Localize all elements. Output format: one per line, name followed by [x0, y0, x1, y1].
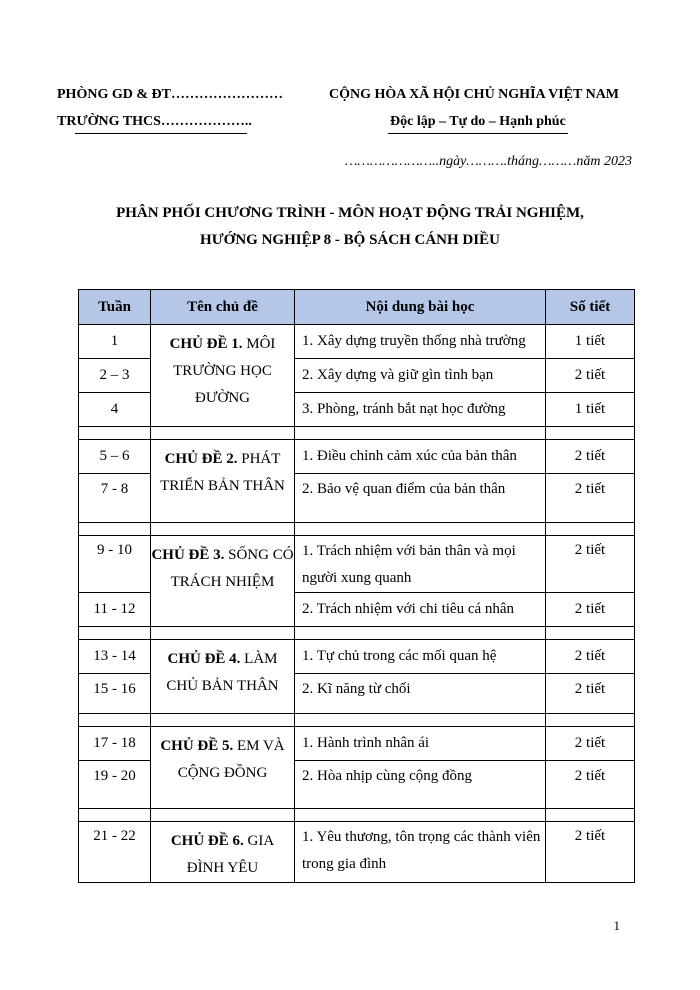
page-number: 1 — [613, 918, 620, 933]
week-cell: 4 — [79, 393, 151, 427]
header-left-line2: TRƯỜNG THCS……………….. — [57, 114, 252, 129]
periods-cell: 2 tiết — [546, 359, 635, 393]
week-cell: 15 - 16 — [79, 674, 151, 714]
periods-cell: 2 tiết — [546, 440, 635, 474]
table-spacer-row — [79, 714, 635, 727]
lesson-cell: 2. Kĩ năng từ chối — [295, 674, 546, 714]
lesson-cell: 1. Hành trình nhân ái — [295, 727, 546, 761]
topic-cell — [151, 440, 295, 523]
periods-cell: 2 tiết — [546, 822, 635, 883]
header-right-line1: CỘNG HÒA XÃ HỘI CHỦ NGHĨA VIỆT NAM — [329, 87, 620, 102]
lesson-cell: 1. Tự chủ trong các mối quan hệ — [295, 640, 546, 674]
week-cell: 9 - 10 — [79, 536, 151, 593]
topic-cell — [151, 325, 295, 427]
table-row — [79, 325, 635, 359]
curriculum-table — [78, 289, 635, 883]
header-right-line2: Độc lập – Tự do – Hạnh phúc — [390, 114, 566, 129]
lesson-text: 1. Yêu thương, tôn trọng các thành viên trong gia đình — [302, 829, 541, 872]
topic-name: EM VÀ CỘNG ĐỒNG — [177, 738, 285, 781]
topic-label: CHỦ ĐỀ 1. — [169, 336, 243, 352]
column-header-week: Tuần — [79, 290, 151, 325]
topic-name: MÔI TRƯỜNG HỌC ĐƯỜNG — [173, 336, 276, 406]
topic-label: CHỦ ĐỀ 2. — [164, 451, 238, 467]
lesson-text: 1. Trách nhiệm với bản thân và mọi người xung quanh — [302, 543, 516, 586]
document-title-line2: HƯỚNG NGHIỆP 8 - BỘ SÁCH CÁNH DIỀU — [200, 232, 500, 248]
week-cell: 21 - 22 — [79, 822, 151, 883]
table-spacer-row — [79, 427, 635, 440]
topic-cell — [151, 536, 295, 627]
document-title-line1: PHÂN PHỐI CHƯƠNG TRÌNH - MÔN HOẠT ĐỘNG TRẢI NGHIỆM, — [116, 205, 584, 221]
lesson-cell: 3. Phòng, tránh bắt nạt học đường — [295, 393, 546, 427]
periods-cell: 1 tiết — [546, 325, 635, 359]
lesson-cell — [295, 536, 546, 593]
week-cell: 5 – 6 — [79, 440, 151, 474]
periods-cell: 2 tiết — [546, 640, 635, 674]
lesson-cell: 2. Xây dựng và giữ gìn tình bạn — [295, 359, 546, 393]
date-line: …………………..ngày……….tháng………năm 2023 — [344, 154, 632, 169]
column-header-periods: Số tiết — [546, 290, 635, 325]
week-cell: 1 — [79, 325, 151, 359]
table-row — [79, 536, 635, 593]
lesson-cell: 1. Điều chỉnh cảm xúc của bản thân — [295, 440, 546, 474]
periods-cell: 2 tiết — [546, 536, 635, 593]
table-spacer-row — [79, 809, 635, 822]
header-left-line1: PHÒNG GD & ĐT…………………… — [57, 87, 283, 102]
week-cell: 11 - 12 — [79, 593, 151, 627]
table-row — [79, 727, 635, 761]
periods-cell: 2 tiết — [546, 674, 635, 714]
topic-name: LÀM CHỦ BẢN THÂN — [166, 651, 279, 694]
header-left-underline — [75, 133, 247, 134]
table-row — [79, 640, 635, 674]
periods-cell: 2 tiết — [546, 474, 635, 523]
periods-cell: 2 tiết — [546, 761, 635, 809]
lesson-cell: 2. Hòa nhịp cùng cộng đồng — [295, 761, 546, 809]
lesson-cell — [295, 822, 546, 883]
week-cell: 13 - 14 — [79, 640, 151, 674]
lesson-cell: 1. Xây dựng truyền thống nhà trường — [295, 325, 546, 359]
column-header-lesson: Nội dung bài học — [295, 290, 546, 325]
lesson-cell: 2. Trách nhiệm với chi tiêu cá nhân — [295, 593, 546, 627]
topic-name: PHÁT TRIỂN BẢN THÂN — [160, 451, 285, 494]
periods-cell: 2 tiết — [546, 593, 635, 627]
topic-label: CHỦ ĐỀ 4. — [167, 651, 241, 667]
topic-cell — [151, 727, 295, 809]
table-row — [79, 822, 635, 883]
topic-label: CHỦ ĐỀ 3. — [151, 547, 225, 563]
topic-cell — [151, 822, 295, 883]
lesson-cell: 2. Bảo vệ quan điểm của bản thân — [295, 474, 546, 523]
table-spacer-row — [79, 627, 635, 640]
topic-cell — [151, 640, 295, 714]
topic-name: GIA ĐÌNH YÊU — [186, 833, 275, 876]
week-cell: 17 - 18 — [79, 727, 151, 761]
topic-name: SỐNG CÓ TRÁCH NHIỆM — [170, 547, 294, 590]
topic-label: CHỦ ĐỀ 5. — [160, 738, 234, 754]
header-right-underline — [388, 133, 568, 134]
periods-cell: 1 tiết — [546, 393, 635, 427]
table-row — [79, 440, 635, 474]
topic-label: CHỦ ĐỀ 6. — [170, 833, 244, 849]
periods-cell: 2 tiết — [546, 727, 635, 761]
week-cell: 19 - 20 — [79, 761, 151, 809]
week-cell: 7 - 8 — [79, 474, 151, 523]
week-cell: 2 – 3 — [79, 359, 151, 393]
table-spacer-row — [79, 523, 635, 536]
column-header-topic: Tên chủ đề — [151, 290, 295, 325]
